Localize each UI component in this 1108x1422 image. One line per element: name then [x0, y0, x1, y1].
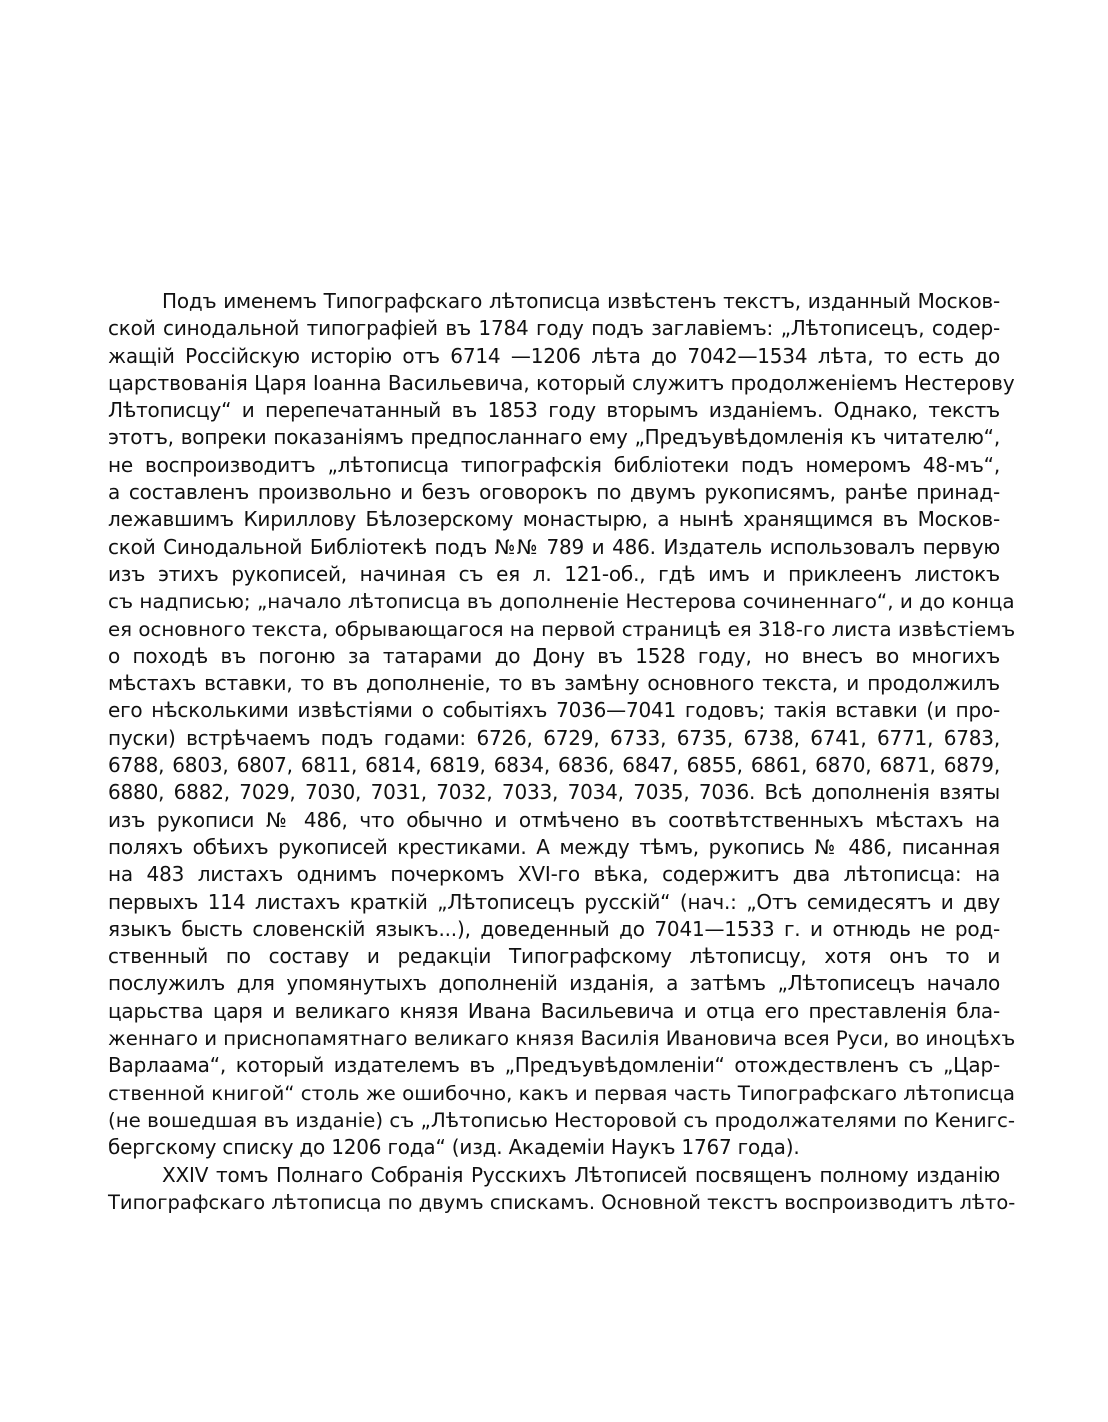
text-line: 6880, 6882, 7029, 7030, 7031, 7032, 7033, 7034, 7035, 7036. Всѣ дополненія взяты: [108, 780, 1000, 805]
text-line: 6788, 6803, 6807, 6811, 6814, 6819, 6834, 6836, 6847, 6855, 6861, 6870, 6871, 6879,: [108, 753, 1000, 778]
text-line: Типографскаго лѣтописца по двумъ спискамъ. Основной текстъ воспроизводитъ лѣто-: [108, 1190, 1016, 1214]
text-line: изъ рукописи № 486, что обычно и отмѣчено въ соотвѣтственныхъ мѣстахъ на: [108, 807, 1000, 832]
text-line: изъ этихъ рукописей, начиная съ ея л. 121-об., гдѣ имъ и приклеенъ листокъ: [108, 561, 1000, 586]
body-text: [108, 288, 1016, 1216]
text-line: ской Синодальной Библіотекѣ подъ №№ 789 и 486. Издатель использовалъ первую: [108, 534, 1000, 559]
text-line: Лѣтописцу“ и перепечатанный въ 1853 году вторымъ изданіемъ. Однако, текстъ: [108, 398, 1000, 423]
text-line: на 483 листахъ однимъ почеркомъ XVI-го вѣка, содержитъ два лѣтописца: на: [108, 862, 1000, 887]
text-line: жащій Россійскую исторію отъ 6714 —1206 лѣта до 7042—1534 лѣта, то есть до: [108, 343, 1000, 368]
text-line: царьства царя и великаго князя Ивана Васильевича и отца его преставленія бла-: [108, 998, 1000, 1023]
text-line: съ надписью; „начало лѣтописца въ дополненіе Нестерова сочиненнаго“, и до конца: [108, 589, 1015, 614]
text-line: мѣстахъ вставки, то въ дополненіе, то въ замѣну основного текста, и продолжилъ: [108, 671, 1000, 696]
text-line: царствованія Царя Іоанна Васильевича, который служитъ продолженіемъ Нестерову: [108, 370, 1015, 395]
text-line: поляхъ обѣихъ рукописей крестиками. А между тѣмъ, рукопись № 486, писанная: [108, 834, 1000, 859]
text-line: пуски) встрѣчаемъ подъ годами: 6726, 6729, 6733, 6735, 6738, 6741, 6771, 6783,: [108, 725, 1000, 750]
paragraph-2: [108, 1162, 1016, 1217]
text-line: женнаго и приснопамятнаго великаго князя Василія Ивановича всея Руси, во иноцѣхъ: [108, 1027, 1016, 1051]
text-line: этотъ, вопреки показаніямъ предпосланнаго ему „Предъувѣдомленія къ читателю“,: [108, 425, 1000, 450]
text-line: XXIV томъ Полнаго Собранія Русскихъ Лѣтописей посвященъ полному изданію: [162, 1162, 1000, 1187]
text-line: Подъ именемъ Типографскаго лѣтописца извѣстенъ текстъ, изданный Москов-: [162, 289, 1000, 313]
text-line: ской синодальной типографіей въ 1784 году подъ заглавіемъ: „Лѣтописецъ, содер-: [108, 316, 1000, 341]
text-line: языкъ бысть словенскій языкъ...), доведенный до 7041—1533 г. и отнюдь не род-: [108, 916, 1000, 941]
paragraph-1: [108, 288, 1016, 1162]
text-line: лежавшимъ Кириллову Бѣлозерскому монастырю, а нынѣ хранящимся въ Москов-: [108, 507, 1000, 532]
text-line: ственной книгой“ столь же ошибочно, какъ и первая часть Типографскаго лѣтописца: [108, 1081, 1015, 1105]
text-line: Варлаама“, который издателемъ въ „Предъувѣдомленіи“ отождествленъ съ „Цар-: [108, 1053, 1000, 1078]
text-line: бергскому списку до 1206 года“ (изд. Академіи Наукъ 1767 года).: [108, 1135, 800, 1160]
text-line: о походѣ въ погоню за татарами до Дону въ 1528 году, но внесъ во многихъ: [108, 643, 1000, 668]
text-line: не воспроизводитъ „лѣтописца типографскія библіотеки подъ номеромъ 48-мъ“,: [108, 452, 1000, 477]
text-line: (не вошедшая въ изданіе) съ „Лѣтописью Несторовой съ продолжателями по Кенигс-: [108, 1108, 1016, 1132]
text-line: ственный по составу и редакціи Типографскому лѣтописцу, хотя онъ то и: [108, 944, 1000, 969]
text-line: послужилъ для упомянутыхъ дополненій изданія, а затѣмъ „Лѣтописецъ начало: [108, 971, 1000, 996]
text-line: а составленъ произвольно и безъ оговорокъ по двумъ рукописямъ, ранѣе принад-: [108, 480, 1000, 505]
text-line: первыхъ 114 листахъ краткій „Лѣтописецъ русскій“ (нач.: „Отъ семидесятъ и дву: [108, 889, 1000, 914]
text-line: его нѣсколькими извѣстіями о событіяхъ 7036—7041 годовъ; такія вставки (и про-: [108, 698, 1000, 723]
text-line: ея основного текста, обрывающагося на первой страницѣ ея 318-го листа извѣстіемъ: [108, 617, 1016, 641]
